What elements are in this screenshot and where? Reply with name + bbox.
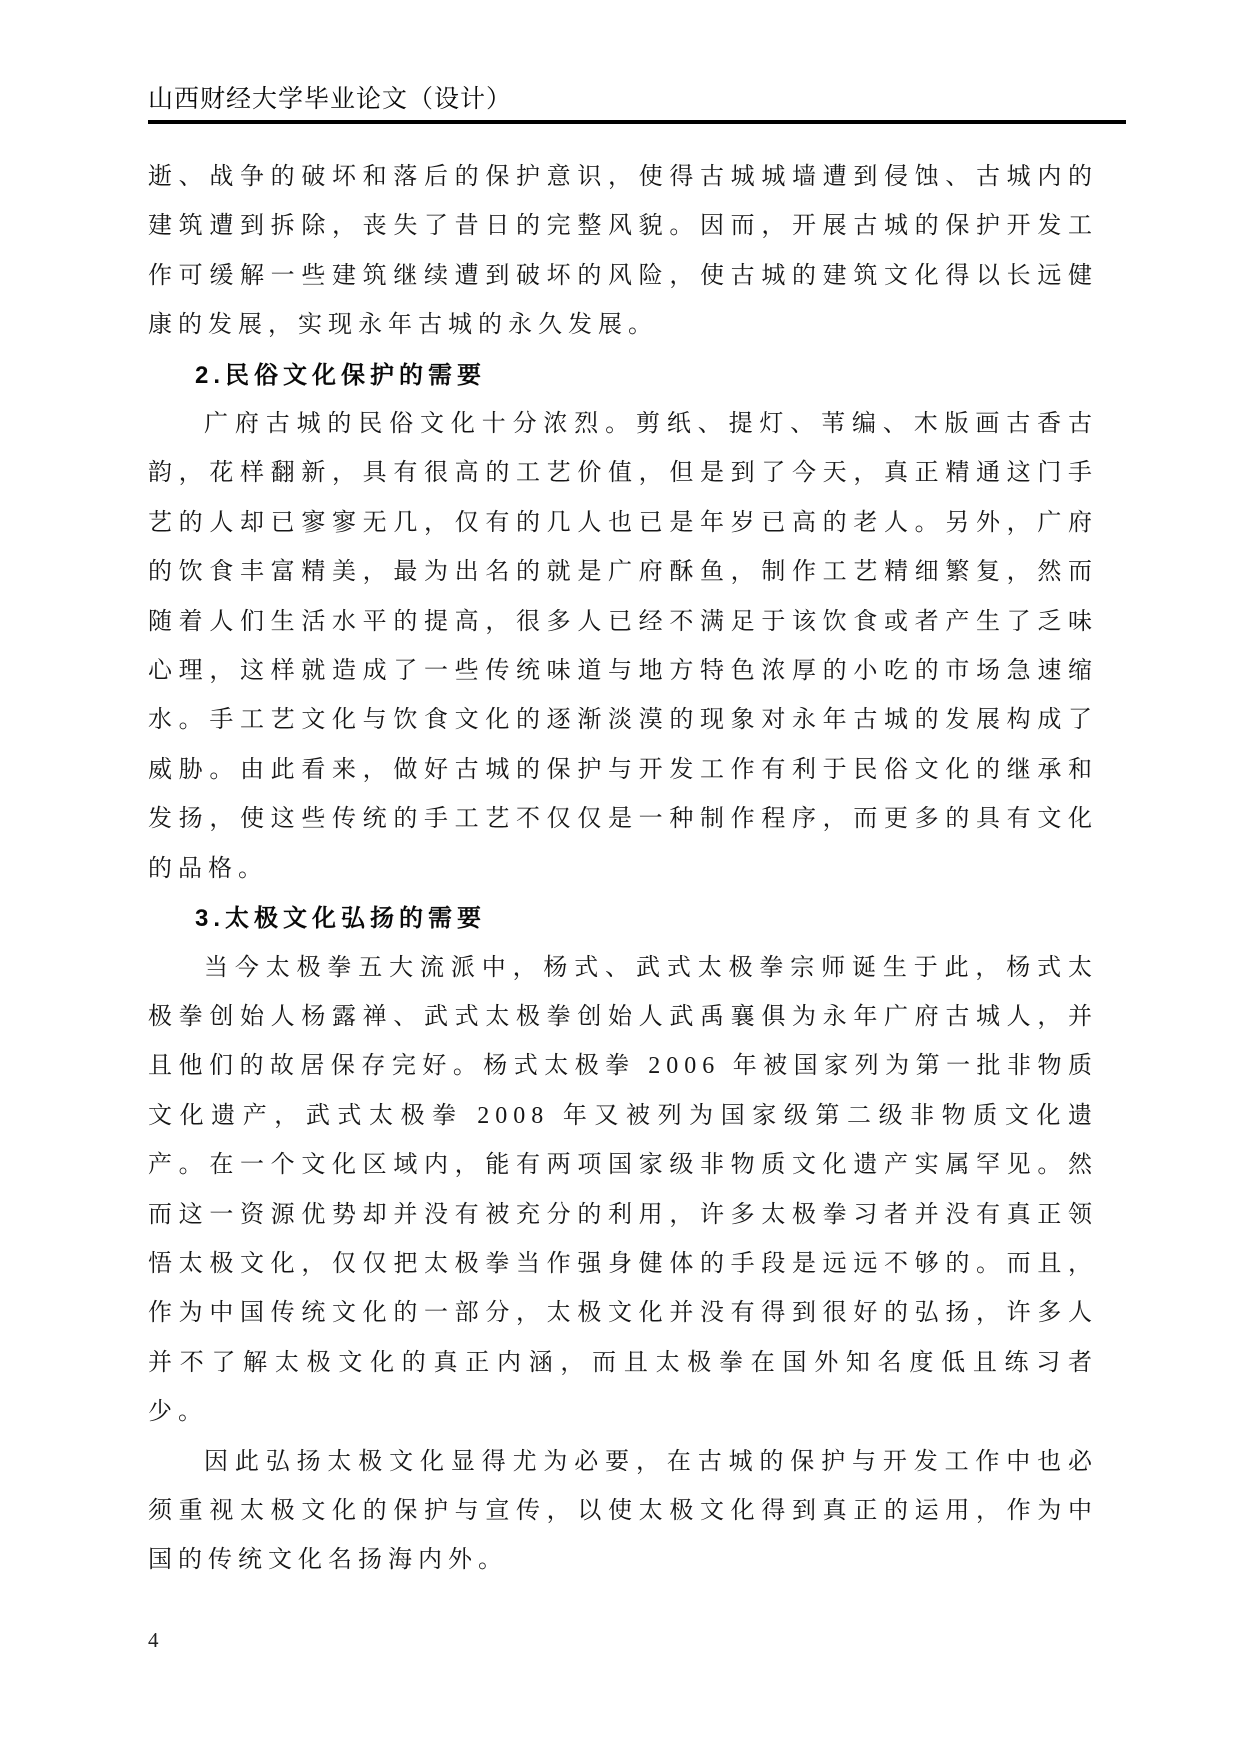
header-title: 山西财经大学毕业论文（设计）	[148, 85, 513, 113]
section-heading-folk-culture: 2.民俗文化保护的需要	[195, 361, 487, 389]
body-paragraph-continuation: 逝、战争的破坏和落后的保护意识，使得古城城墙遭到侵蚀、古城内的建筑遭到拆除，丧失了昔日的完整风貌。因而，开展古城的保护开发工作可缓解一些建筑继续遭到破坏的风险，使古城的建筑文化得以长远健康的发展，实现永年古城的永久发展。	[148, 164, 1098, 339]
header-rule	[148, 120, 1126, 124]
page-footer	[148, 1628, 159, 1653]
page-header	[148, 84, 1126, 124]
body-paragraph-taiji-promotion: 因此弘扬太极文化显得尤为必要，在古城的保护与开发工作中也必须重视太极文化的保护与宣传，以使太极文化得到真正的运用，作为中国的传统文化名扬海内外。	[148, 1448, 1098, 1574]
body-paragraph-taiji-culture: 当今太极拳五大流派中，杨式、武式太极拳宗师诞生于此，杨式太极拳创始人杨露禅、武式太极拳创始人武禹襄俱为永年广府古城人，并且他们的故居保存完好。杨式太极拳 2006 年被国家列为第一批非物质文化遗产，武式太极拳 2008 年又被列为国家级第二级非物质文化遗产。在一个文化区域内，能有两项国家级非物质文化遗产实属罕见。然而这一资源优势却并没有被充分的利用，许多太极拳习者并没有真正领悟太极文化，仅仅把太极拳当作强身健体的手段是远远不够的。而且，作为中国传统文化的一部分，太极文化并没有得到很好的弘扬，许多人并不了解太极文化的真正内涵，而且太极拳在国外知名度低且练习者少。	[148, 954, 1098, 1426]
section-heading-taiji-culture: 3.太极文化弘扬的需要	[195, 905, 487, 933]
document-body	[148, 153, 1098, 1586]
body-paragraph-folk-culture: 广府古城的民俗文化十分浓烈。剪纸、提灯、苇编、木版画古香古韵，花样翻新，具有很高的工艺价值，但是到了今天，真正精通这门手艺的人却已寥寥无几，仅有的几人也已是年岁已高的老人。另外，广府的饮食丰富精美，最为出名的就是广府酥鱼，制作工艺精细繁复，然而随着人们生活水平的提高，很多人已经不满足于该饮食或者产生了乏味心理，这样就造成了一些传统味道与地方特色浓厚的小吃的市场急速缩水。手工艺文化与饮食文化的逐渐淡漠的现象对永年古城的发展构成了威胁。由此看来，做好古城的保护与开发工作有利于民俗文化的继承和发扬，使这些传统的手工艺不仅仅是一种制作程序，而更多的具有文化的品格。	[148, 411, 1098, 882]
page-number: 4	[148, 1628, 159, 1652]
